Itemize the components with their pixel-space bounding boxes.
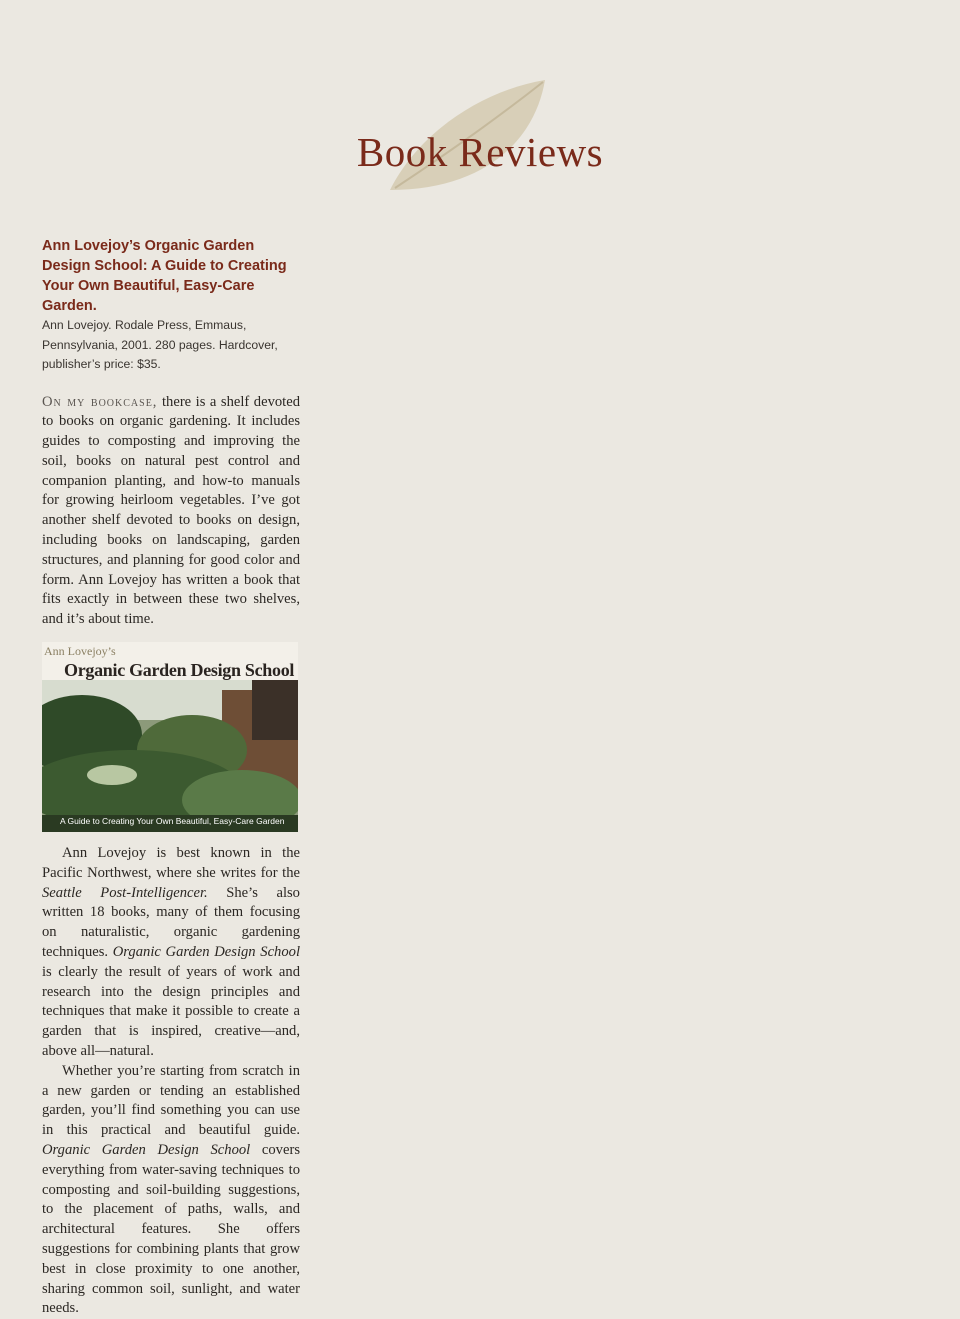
cover-author: Ann Lovejoy’s xyxy=(44,644,116,659)
review-1-title: Ann Lovejoy’s Organic Garden Design School: A Guide to Creating Your Own Beautiful, Easy-Care Garden. xyxy=(42,236,300,316)
page-header xyxy=(0,70,960,210)
review-1-paragraph xyxy=(42,393,300,631)
book-cover-organic-garden xyxy=(42,642,298,832)
cover-subtitle: A Guide to Creating Your Own Beautiful, Easy-Care Garden xyxy=(60,816,284,826)
paragraph-text: She’s also written 18 books, many of them focusing on naturalistic, organic gardening techniques. xyxy=(42,885,300,960)
garden-photo xyxy=(42,680,298,832)
book-title-italic: Organic Garden Design School xyxy=(113,944,300,960)
review-1-meta: Ann Lovejoy. Rodale Press, Emmaus, Pennsylvania, 2001. 280 pages. Hardcover, publisher’s price: $35. xyxy=(42,316,300,375)
paragraph-text: there is a shelf devoted to books on organic gardening. It includes guides to composting and improving the soil, books on natural pest control and companion planting, and how-to manuals for growing heirloom vegetables. I’ve got another shelf devoted to books on design, including books on landscaping, garden structures, and planning for good color and form. Ann Lovejoy has written a book that fits exactly in between these two shelves, and it’s about time. xyxy=(42,394,300,628)
cover-title: Organic Garden Design School xyxy=(64,660,294,681)
paragraph-text: Ann Lovejoy is best known in the Pacific Northwest, where she writes for the xyxy=(42,845,300,881)
review-1-paragraph xyxy=(42,1062,300,1319)
review-1-paragraph xyxy=(42,844,300,1062)
book-title-italic: Organic Garden Design School xyxy=(42,1142,250,1158)
publication-title: Seattle Post-Intelligencer. xyxy=(42,885,208,901)
review-1-body xyxy=(42,393,300,1319)
paragraph-text: Whether you’re starting from scratch in a new garden or tending an established garden, you’ll find something you can use in this practical and beautiful guide. xyxy=(42,1063,300,1138)
page-title: Book Reviews xyxy=(0,128,960,176)
paragraph-text: is clearly the result of years of work and research into the design principles and techniques that make it possible to create a garden that is inspired, creative—and, above all—natural. xyxy=(42,964,300,1059)
paragraph-text: covers everything from water-saving techniques to composting and soil-building suggestions, to the placement of paths, walls, and architectural features. She offers suggestions for combining plants that grow best in close proximity to one another, sharing common soil, sunlight, and water needs. xyxy=(42,1142,300,1316)
lead-in: On my bookcase, xyxy=(42,394,157,410)
column-1 xyxy=(42,236,300,1319)
